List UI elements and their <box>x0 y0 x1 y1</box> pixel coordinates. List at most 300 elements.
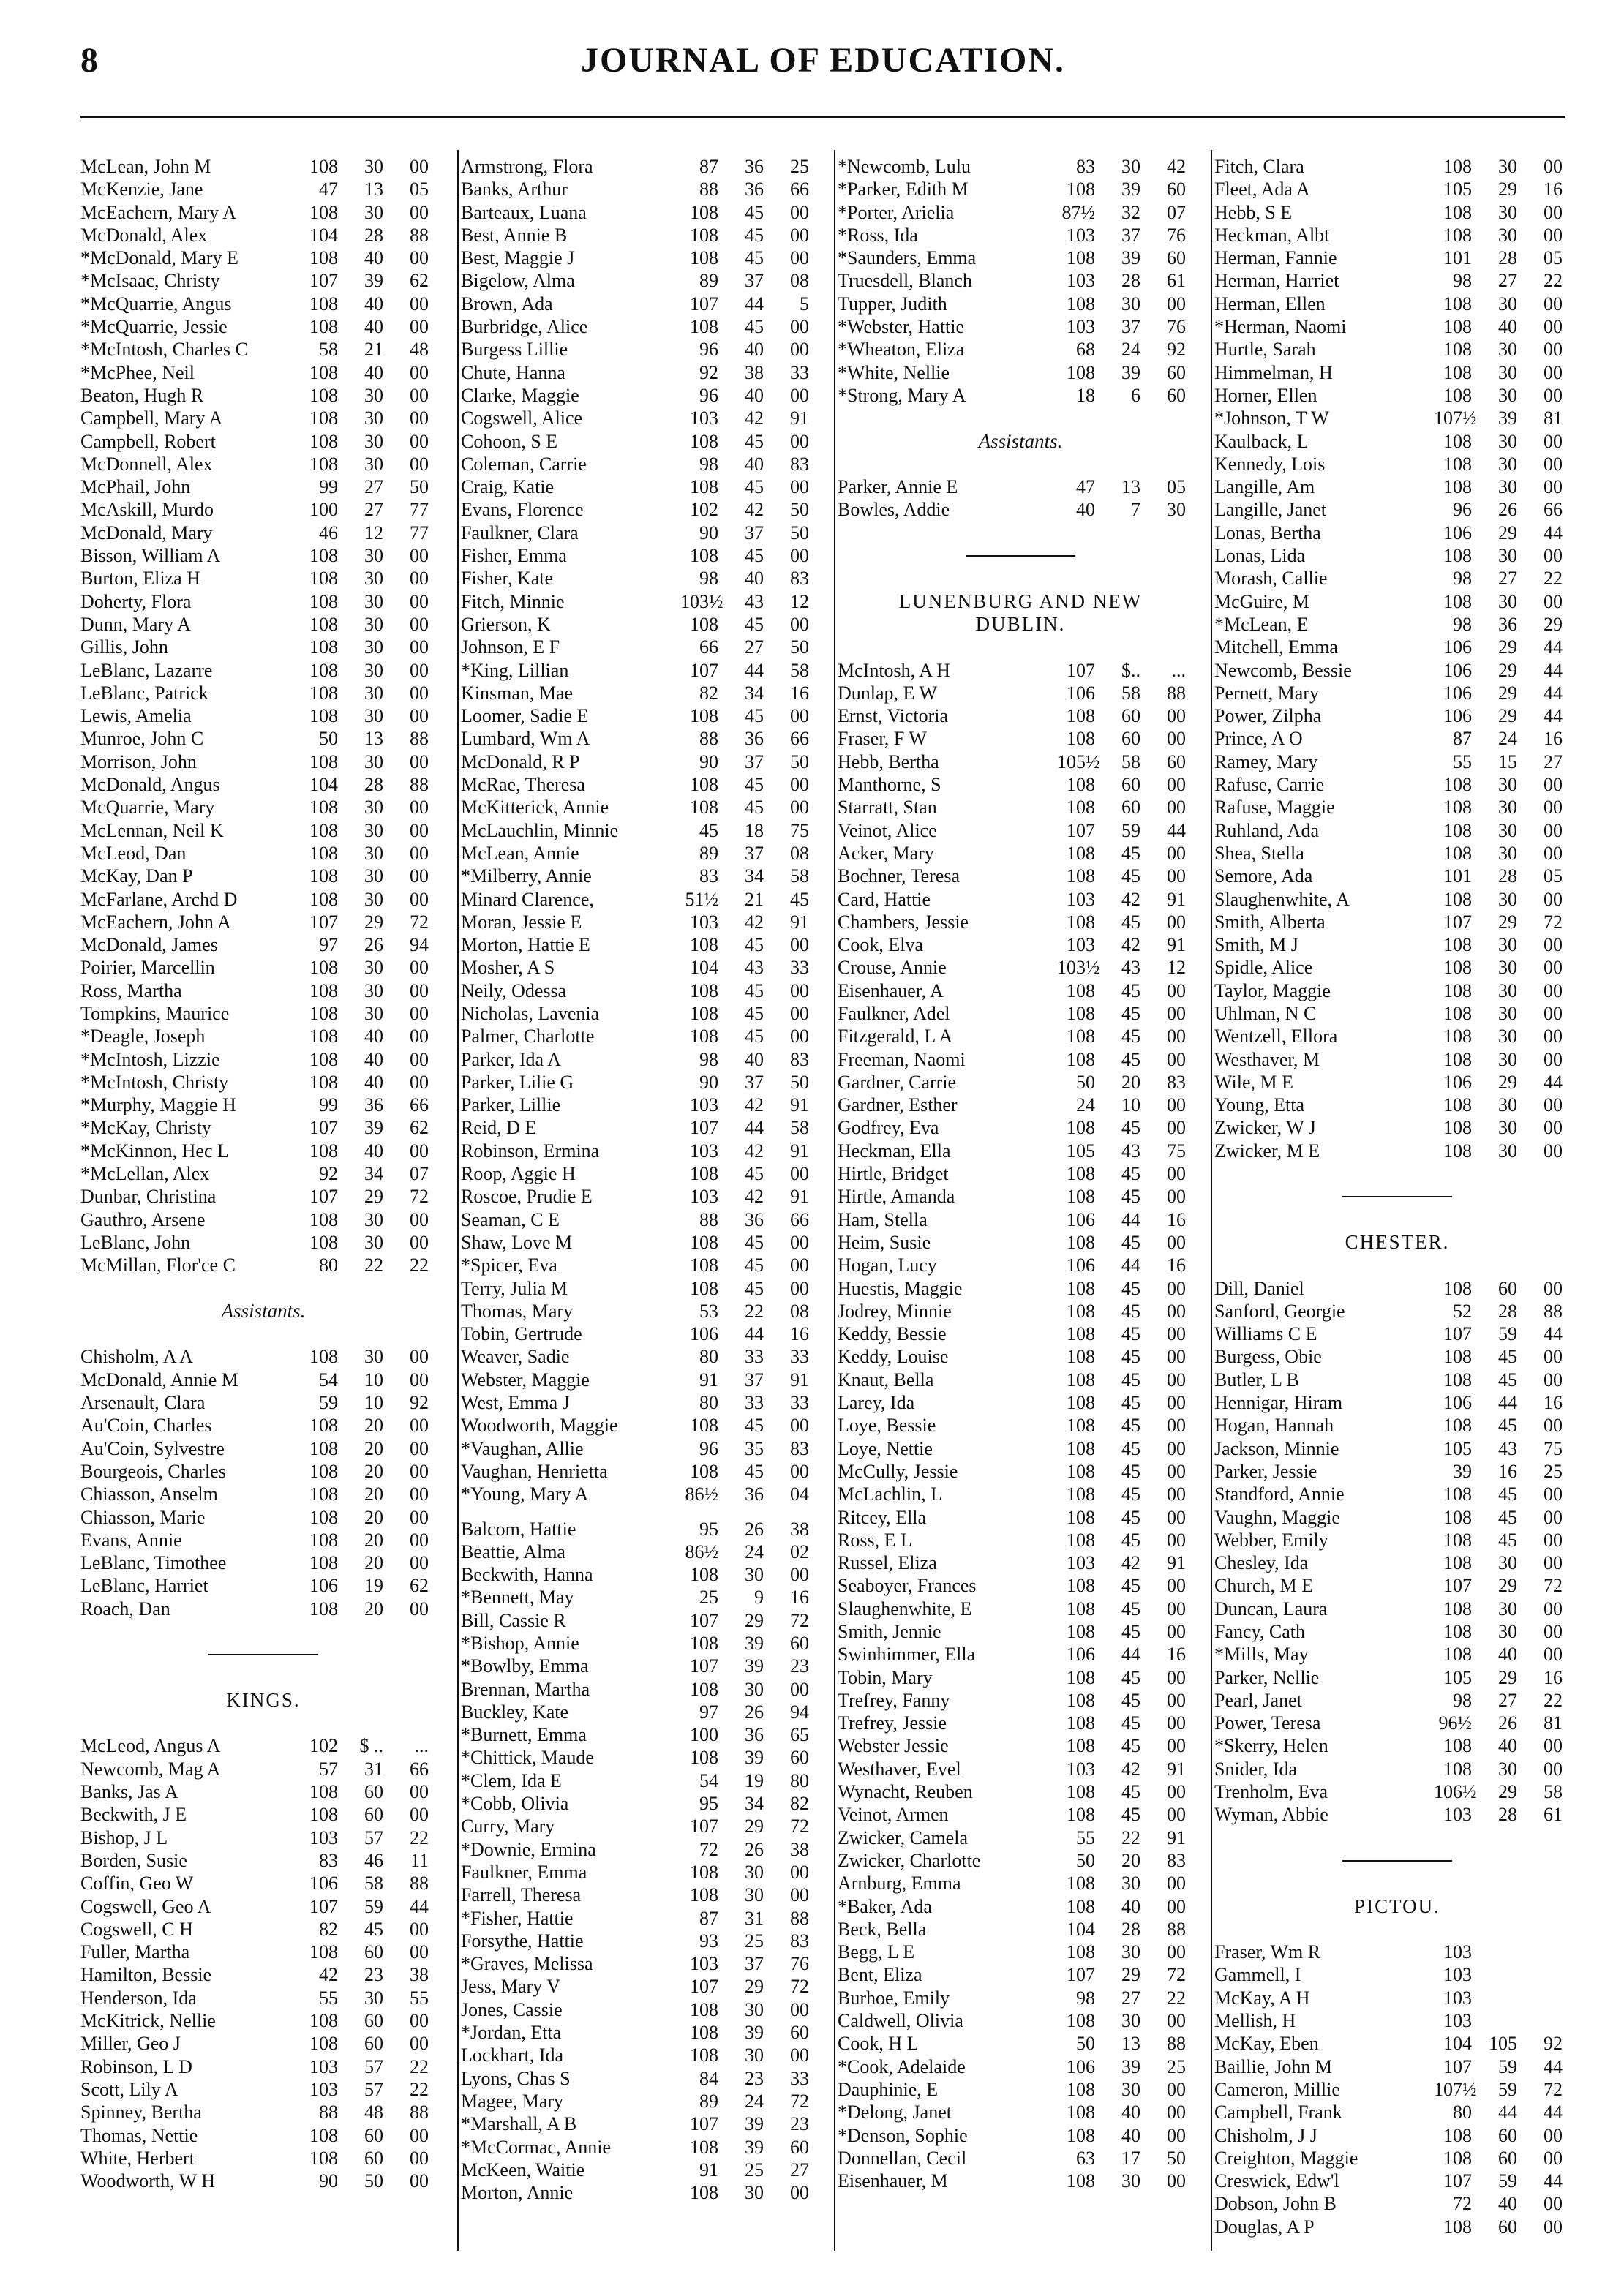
days-taught: 108 <box>690 1998 718 2020</box>
teacher-name: Fisher, Kate <box>461 568 554 590</box>
grant-cents: 75 <box>1544 1437 1563 1459</box>
days-taught: 98 <box>1453 613 1472 635</box>
grant-cents: 00 <box>1167 1186 1186 1208</box>
teacher-name: Buckley, Kate <box>461 1701 569 1723</box>
grant-cents: 00 <box>1167 2010 1186 2032</box>
days-taught: 108 <box>690 613 718 635</box>
teacher-name: *Marshall, A B <box>461 2113 577 2135</box>
grant-dollars: 29 <box>1498 911 1517 933</box>
teacher-name: Langille, Janet <box>1214 499 1327 521</box>
teacher-name: Woodworth, Maggie <box>461 1415 618 1437</box>
grant-dollars: 34 <box>745 1793 764 1815</box>
grant-dollars: 57 <box>364 2078 383 2100</box>
grant-cents: 44 <box>1544 682 1563 704</box>
teacher-name: LeBlanc, Harriet <box>80 1575 208 1597</box>
grant-cents: 92 <box>1167 339 1186 361</box>
grant-cents: 92 <box>1544 2033 1563 2055</box>
grant-cents: 44 <box>1544 1323 1563 1345</box>
days-taught: 107 <box>690 293 718 315</box>
grant-dollars: 30 <box>745 1884 764 1906</box>
grant-dollars: 20 <box>364 1460 383 1482</box>
teacher-name: Taylor, Maggie <box>1214 979 1331 1001</box>
grant-dollars: 60 <box>364 1804 383 1826</box>
days-taught: 108 <box>309 1002 338 1024</box>
days-taught: 108 <box>1067 1781 1095 1803</box>
teacher-name: Poirier, Marcellin <box>80 957 215 979</box>
teacher-name: *McKinnon, Hec L <box>80 1140 229 1162</box>
teacher-name: McRae, Theresa <box>461 774 585 796</box>
teacher-row <box>80 2147 446 2170</box>
grant-cents: 12 <box>790 590 809 612</box>
grant-cents: 00 <box>410 2170 429 2192</box>
days-taught: 103 <box>1067 316 1095 338</box>
teacher-row <box>1214 178 1580 200</box>
teacher-row <box>1214 475 1580 498</box>
teacher-name: Standford, Annie <box>1214 1483 1345 1505</box>
teacher-row <box>461 247 827 269</box>
days-taught: 103 <box>1443 1804 1472 1826</box>
grant-cents: 00 <box>790 2182 809 2204</box>
teacher-row <box>461 659 827 682</box>
grant-cents: 50 <box>790 750 809 772</box>
grant-dollars: 45 <box>1121 1781 1140 1803</box>
grant-cents: 62 <box>410 270 429 292</box>
grant-dollars: 30 <box>364 957 383 979</box>
grant-dollars: 42 <box>1121 934 1140 956</box>
days-taught: 108 <box>309 1415 338 1437</box>
teacher-name: Faulkner, Adel <box>838 1002 950 1024</box>
teacher-row <box>461 1162 827 1185</box>
days-taught: 108 <box>1067 2124 1095 2146</box>
grant-dollars: 20 <box>364 1483 383 1505</box>
grant-dollars: 30 <box>1498 430 1517 452</box>
grant-cents: 08 <box>790 842 809 864</box>
teacher-row <box>1214 1391 1580 1414</box>
days-taught: 103 <box>690 1186 718 1208</box>
teacher-row <box>838 1483 1203 1505</box>
page-number: 8 <box>80 41 98 80</box>
grant-dollars: 45 <box>745 316 764 338</box>
grant-cents: 88 <box>1544 1300 1563 1322</box>
county-heading: KINGS. <box>226 1688 301 1711</box>
teacher-name: Knaut, Bella <box>838 1369 934 1391</box>
teacher-name: Heckman, Ella <box>838 1140 951 1162</box>
teacher-row <box>1214 590 1580 613</box>
teacher-name: LeBlanc, Lazarre <box>80 659 213 681</box>
teacher-row <box>80 1094 446 1116</box>
grant-cents: 44 <box>1544 2170 1563 2192</box>
grant-dollars: 30 <box>364 1208 383 1230</box>
days-taught: 42 <box>319 1964 338 1986</box>
days-taught: 108 <box>309 979 338 1001</box>
teacher-row <box>1214 544 1580 567</box>
days-taught: 106 <box>1443 705 1472 727</box>
teacher-name: Kennedy, Lois <box>1214 453 1326 475</box>
grant-dollars: 60 <box>364 2010 383 2032</box>
grant-cents: 00 <box>1167 2102 1186 2123</box>
teacher-row <box>80 2124 446 2147</box>
teacher-row <box>1214 1460 1580 1483</box>
teacher-row <box>80 498 446 521</box>
grant-dollars: 29 <box>1498 1071 1517 1093</box>
teacher-name: *McLean, E <box>1214 613 1309 635</box>
county-heading: LUNENBURG AND NEW <box>898 590 1143 612</box>
grant-dollars: 30 <box>364 407 383 429</box>
teacher-row <box>80 1918 446 1941</box>
teacher-row <box>461 1025 827 1047</box>
teacher-name: Campbell, Robert <box>80 430 216 452</box>
days-taught: 108 <box>309 1231 338 1253</box>
teacher-name: Trefrey, Jessie <box>838 1712 947 1734</box>
grant-cents: 76 <box>1167 224 1186 246</box>
grant-cents: 00 <box>1544 1002 1563 1024</box>
days-taught: 108 <box>690 1002 718 1024</box>
teacher-row <box>838 1826 1203 1849</box>
days-taught: 108 <box>1443 201 1472 223</box>
grant-cents: 05 <box>1544 865 1563 887</box>
grant-dollars: 39 <box>1498 407 1517 429</box>
teacher-row <box>838 1094 1203 1116</box>
teacher-row <box>1214 842 1580 865</box>
teacher-name: Grierson, K <box>461 613 551 635</box>
teacher-name: Young, Etta <box>1214 1094 1305 1116</box>
days-taught: 108 <box>309 293 338 315</box>
teacher-row <box>80 590 446 613</box>
grant-cents: 00 <box>410 1506 429 1528</box>
teacher-name: McDonnell, Alex <box>80 453 213 475</box>
teacher-name: Tobin, Gertrude <box>461 1323 582 1345</box>
grant-cents: 00 <box>1544 430 1563 452</box>
teacher-row <box>80 1529 446 1551</box>
days-taught: 108 <box>309 590 338 612</box>
teacher-name: *Fisher, Hattie <box>461 1907 574 1929</box>
teacher-name: McLauchlin, Minnie <box>461 819 619 841</box>
grant-dollars: 29 <box>1498 1575 1517 1597</box>
days-taught: 103 <box>1067 1552 1095 1574</box>
teacher-name: Parker, Annie E <box>838 476 958 498</box>
teacher-row <box>838 2009 1203 2032</box>
teacher-row <box>838 1574 1203 1597</box>
days-taught: 108 <box>690 797 718 819</box>
grant-cents: 00 <box>410 1918 429 1940</box>
teacher-name: Barteaux, Luana <box>461 201 587 223</box>
grant-cents: 55 <box>410 1987 429 2009</box>
grant-dollars: 30 <box>364 1987 383 2009</box>
teacher-name: Slaughenwhite, A <box>1214 888 1350 910</box>
grant-dollars: 60 <box>1121 705 1140 727</box>
days-taught: 107 <box>1443 911 1472 933</box>
teacher-name: Lewis, Amelia <box>80 705 192 727</box>
days-taught: 103 <box>309 2055 338 2077</box>
grant-dollars: 30 <box>1121 293 1140 315</box>
days-taught: 108 <box>1443 934 1472 956</box>
grant-dollars: 13 <box>1121 476 1140 498</box>
grant-cents: 91 <box>1167 1552 1186 1574</box>
teacher-name: *Young, Mary A <box>461 1483 589 1505</box>
grant-cents: 00 <box>1544 476 1563 498</box>
teacher-name: Nicholas, Lavenia <box>461 1002 600 1024</box>
grant-dollars: 24 <box>745 1540 764 1562</box>
grant-dollars: 30 <box>364 453 383 475</box>
grant-dollars: 40 <box>745 453 764 475</box>
teacher-name: Veinot, Armen <box>838 1804 949 1826</box>
teacher-row <box>838 933 1203 956</box>
teacher-name: Shaw, Love M <box>461 1231 573 1253</box>
grant-cents: 00 <box>1544 1552 1563 1574</box>
teacher-name: Truesdell, Blanch <box>838 270 972 292</box>
grant-dollars: 45 <box>1121 1437 1140 1459</box>
grant-cents: 00 <box>410 1048 429 1070</box>
days-taught: 58 <box>319 339 338 361</box>
teacher-row <box>461 269 827 292</box>
teacher-row <box>1214 888 1580 911</box>
teacher-name: *McPhee, Neil <box>80 361 195 383</box>
teacher-name: McKay, A H <box>1214 1987 1310 2009</box>
grant-dollars: 45 <box>745 1277 764 1299</box>
teacher-name: Newcomb, Mag A <box>80 1758 221 1780</box>
teacher-row <box>838 956 1203 979</box>
grant-dollars: 29 <box>745 1609 764 1631</box>
grant-dollars: 45 <box>1121 1002 1140 1024</box>
teacher-row <box>838 1391 1203 1414</box>
teacher-row <box>461 1391 827 1414</box>
teacher-name: Heckman, Albt <box>1214 224 1330 246</box>
grant-cents: 00 <box>790 1002 809 1024</box>
days-taught: 108 <box>309 1941 338 1963</box>
grant-dollars: 60 <box>364 2147 383 2169</box>
grant-dollars: 59 <box>1498 1323 1517 1345</box>
teacher-name: *McQuarrie, Angus <box>80 293 232 315</box>
teacher-row <box>1214 1140 1580 1162</box>
days-taught: 108 <box>1443 842 1472 864</box>
county-heading: PICTOU. <box>1354 1895 1440 1917</box>
teacher-name: Campbell, Frank <box>1214 2102 1342 2123</box>
days-taught: 45 <box>699 819 718 841</box>
grant-dollars: 12 <box>364 522 383 543</box>
grant-dollars: 30 <box>1498 1094 1517 1116</box>
grant-cents: 00 <box>1544 1598 1563 1619</box>
grant-cents: 00 <box>1167 728 1186 750</box>
teacher-row <box>80 1483 446 1505</box>
teacher-row <box>838 750 1203 773</box>
grant-cents: 00 <box>1544 1277 1563 1299</box>
grant-dollars: 30 <box>1121 1941 1140 1963</box>
teacher-name: Gillis, John <box>80 636 168 658</box>
grant-cents: 44 <box>1167 819 1186 841</box>
days-taught: 108 <box>690 201 718 223</box>
teacher-row <box>461 682 827 704</box>
teacher-name: Craig, Katie <box>461 476 555 498</box>
days-taught: 104 <box>309 774 338 796</box>
teacher-name: Gardner, Carrie <box>838 1071 957 1093</box>
days-taught: 108 <box>309 842 338 864</box>
grant-cents: 76 <box>790 1953 809 1975</box>
days-taught: 108 <box>690 1163 718 1185</box>
grant-cents: 00 <box>790 1277 809 1299</box>
grant-dollars: 48 <box>364 2102 383 2123</box>
teacher-name: *McIsaac, Christy <box>80 270 220 292</box>
teacher-row <box>461 1769 827 1792</box>
grant-dollars: 24 <box>745 2090 764 2112</box>
teacher-row <box>461 773 827 796</box>
days-taught: 106 <box>1067 1208 1095 1230</box>
grant-dollars: 43 <box>1498 1437 1517 1459</box>
grant-dollars: 28 <box>1121 270 1140 292</box>
teacher-row <box>461 1460 827 1483</box>
teacher-row <box>1214 1414 1580 1437</box>
grant-dollars: 30 <box>1498 1621 1517 1642</box>
teacher-row <box>461 2090 827 2112</box>
grant-dollars: 36 <box>364 1094 383 1116</box>
grant-cents: 00 <box>1167 705 1186 727</box>
teacher-name: Huestis, Maggie <box>838 1277 963 1299</box>
teacher-name: Hogan, Hannah <box>1214 1415 1334 1437</box>
days-taught: 108 <box>1443 1621 1472 1642</box>
grant-cents: 00 <box>1544 1094 1563 1116</box>
grant-dollars: 45 <box>1498 1529 1517 1551</box>
teacher-name: *Chittick, Maude <box>461 1747 594 1769</box>
grant-dollars: 35 <box>745 1437 764 1459</box>
grant-dollars: 30 <box>1498 888 1517 910</box>
days-taught: 108 <box>309 1026 338 1047</box>
grant-cents: 00 <box>790 430 809 452</box>
teacher-name: Ramey, Mary <box>1214 750 1318 772</box>
teacher-name: McCully, Jessie <box>838 1460 958 1482</box>
grant-cents: 66 <box>1544 499 1563 521</box>
teacher-row <box>461 498 827 521</box>
grant-cents: 00 <box>410 979 429 1001</box>
teacher-row <box>838 1849 1203 1872</box>
grant-dollars: 26 <box>745 1518 764 1540</box>
days-taught: 24 <box>1076 1094 1095 1116</box>
teacher-name: Evans, Florence <box>461 499 584 521</box>
teacher-row <box>80 842 446 865</box>
grant-cents: 00 <box>790 316 809 338</box>
grant-dollars: 45 <box>1121 1506 1140 1528</box>
grant-dollars: 30 <box>1498 361 1517 383</box>
grant-cents: 29 <box>1544 613 1563 635</box>
grant-dollars: 45 <box>1498 1369 1517 1391</box>
teacher-name: Chambers, Jessie <box>838 911 969 933</box>
days-taught: 108 <box>1067 1895 1095 1917</box>
grant-dollars: 20 <box>364 1598 383 1619</box>
days-taught: 108 <box>690 1861 718 1883</box>
grant-dollars: 30 <box>1498 1048 1517 1070</box>
grant-dollars: 30 <box>1498 156 1517 177</box>
teacher-row <box>80 453 446 475</box>
days-taught: 96½ <box>1438 1712 1472 1734</box>
grant-dollars: 59 <box>1121 819 1140 841</box>
grant-cents: 00 <box>1544 934 1563 956</box>
grant-dollars: 34 <box>745 682 764 704</box>
grant-cents: 33 <box>790 1392 809 1414</box>
grant-cents: 07 <box>1167 201 1186 223</box>
days-taught: 107 <box>309 1186 338 1208</box>
grant-cents: 60 <box>1167 178 1186 200</box>
teacher-name: McKay, Dan P <box>80 865 193 887</box>
grant-cents: 83 <box>1167 1849 1186 1871</box>
days-taught: 108 <box>1443 1002 1472 1024</box>
grant-dollars: 30 <box>1498 545 1517 567</box>
teacher-row <box>80 247 446 269</box>
grant-cents: 00 <box>1544 339 1563 361</box>
days-taught: 108 <box>1067 361 1095 383</box>
teacher-name: Rafuse, Carrie <box>1214 774 1325 796</box>
grant-dollars: 45 <box>1121 1048 1140 1070</box>
teacher-name: Balcom, Hattie <box>461 1518 576 1540</box>
days-taught: 100 <box>690 1724 718 1746</box>
grant-cents: 88 <box>410 728 429 750</box>
days-taught: 108 <box>690 1564 718 1586</box>
grant-dollars: 40 <box>1498 1644 1517 1666</box>
teacher-name: Morton, Annie <box>461 2182 574 2204</box>
days-taught: 80 <box>699 1392 718 1414</box>
teacher-name: *Denson, Sophie <box>838 2124 968 2146</box>
grant-cents: 80 <box>790 1769 809 1791</box>
teacher-row <box>461 361 827 384</box>
teacher-row <box>838 1185 1203 1208</box>
grant-dollars: 30 <box>1121 1873 1140 1895</box>
teacher-row <box>80 1162 446 1185</box>
teacher-name: Zwicker, Camela <box>838 1826 968 1848</box>
spacer <box>461 1506 827 1518</box>
grant-dollars: 43 <box>1121 1140 1140 1162</box>
grant-cents: 00 <box>1544 979 1563 1001</box>
days-taught: 102 <box>690 499 718 521</box>
grant-dollars: 59 <box>1498 2055 1517 2077</box>
teacher-name: Russel, Eliza <box>838 1552 937 1574</box>
teacher-name: Coleman, Carrie <box>461 453 587 475</box>
days-taught: 106 <box>1443 522 1472 543</box>
days-taught: 54 <box>319 1369 338 1391</box>
teacher-row <box>80 750 446 773</box>
teacher-name: Jess, Mary V <box>461 1976 561 1998</box>
grant-dollars: 45 <box>1121 1163 1140 1185</box>
days-taught: 103 <box>690 1953 718 1975</box>
teacher-row <box>1214 1369 1580 1391</box>
grant-cents: ... <box>414 1735 429 1757</box>
teacher-name: Bent, Eliza <box>838 1964 922 1986</box>
teacher-name: McKenzie, Jane <box>80 178 203 200</box>
days-taught: 103 <box>690 911 718 933</box>
grant-dollars: 45 <box>745 430 764 452</box>
days-taught: 50 <box>319 728 338 750</box>
grant-cents: 00 <box>1167 1300 1186 1322</box>
teacher-row <box>838 682 1203 704</box>
grant-cents: 02 <box>790 1540 809 1562</box>
teacher-name: Dobson, John B <box>1214 2193 1337 2215</box>
grant-dollars: 29 <box>745 1976 764 1998</box>
teacher-name: Dill, Daniel <box>1214 1277 1304 1299</box>
grant-dollars: 21 <box>364 339 383 361</box>
grant-dollars: 30 <box>364 750 383 772</box>
grant-cents: 22 <box>1544 270 1563 292</box>
grant-dollars: 40 <box>745 1048 764 1070</box>
teacher-row <box>461 224 827 247</box>
days-taught: 108 <box>1067 1621 1095 1642</box>
teacher-name: Beckwith, J E <box>80 1804 187 1826</box>
grant-cents: 72 <box>790 1609 809 1631</box>
grant-cents: 66 <box>410 1094 429 1116</box>
grant-cents: 60 <box>1167 247 1186 269</box>
days-taught: 108 <box>1067 911 1095 933</box>
teacher-row <box>838 1758 1203 1780</box>
grant-cents: 00 <box>1544 1140 1563 1162</box>
teacher-name: Smith, Alberta <box>1214 911 1326 933</box>
teacher-name: Terry, Julia M <box>461 1277 568 1299</box>
teacher-name: *Cobb, Olivia <box>461 1793 569 1815</box>
teacher-row <box>838 1918 1203 1941</box>
